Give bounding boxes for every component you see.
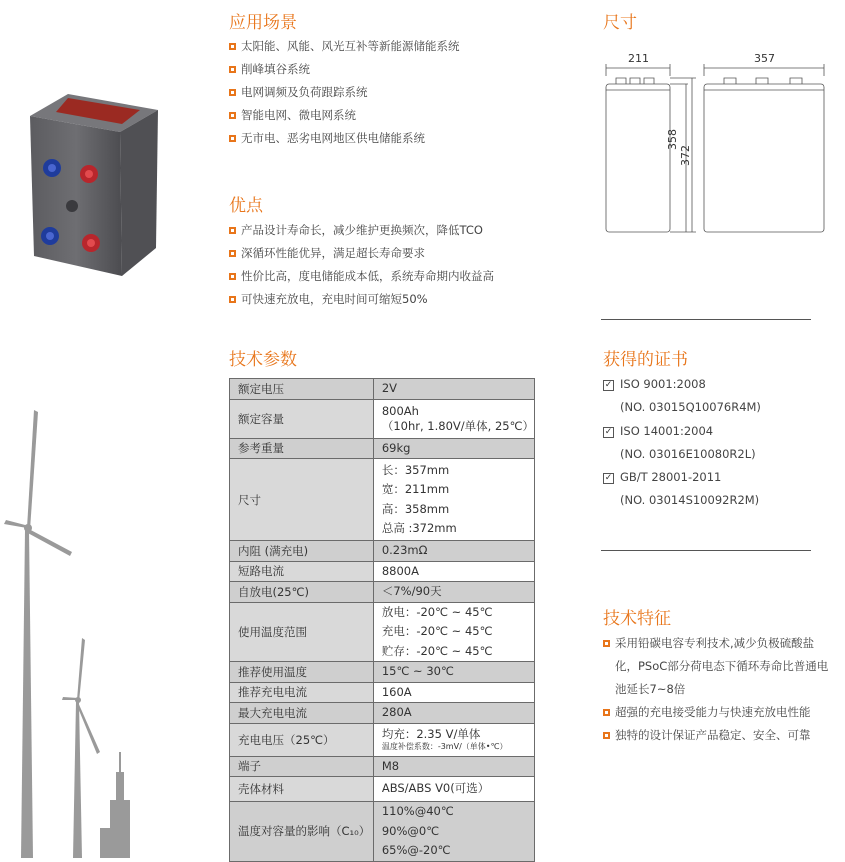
- list-item: 可快速充放电，充电时间可缩短50%: [229, 288, 494, 311]
- dimension-total-height-label: 372: [679, 145, 692, 166]
- spec-key: 推荐使用温度: [230, 662, 374, 683]
- dimension-height-label: 358: [666, 129, 679, 150]
- spec-value: ABS/ABS V0(可选）: [373, 777, 534, 802]
- list-item: 无市电、恶劣电网地区供电储能系统: [229, 127, 460, 150]
- dimensions-title: 尺寸: [603, 13, 637, 33]
- table-row: [230, 459, 535, 541]
- bullet-icon: [229, 89, 236, 96]
- spec-key: 自放电(25℃): [230, 582, 374, 603]
- spec-value: 280A: [373, 703, 534, 724]
- spec-key: 壳体材料: [230, 777, 374, 802]
- spec-table: [229, 378, 535, 862]
- list-item: 削峰填谷系统: [229, 58, 460, 81]
- advantages-title: 优点: [229, 196, 263, 216]
- spec-value: M8: [373, 756, 534, 777]
- checkbox-icon: ✓: [604, 380, 613, 390]
- spec-value: 160A: [373, 682, 534, 703]
- spec-key: 使用温度范围: [230, 602, 374, 662]
- applications-title: 应用场景: [229, 13, 297, 33]
- spec-key: 温度对容量的影响（C₁₀）: [230, 802, 374, 862]
- bullet-icon: [603, 709, 610, 716]
- spec-key: 最大充电电流: [230, 703, 374, 724]
- table-row: [230, 756, 535, 777]
- table-row: [230, 582, 535, 603]
- bullet-icon: [229, 227, 236, 234]
- table-row: [230, 703, 535, 724]
- checkbox-icon: ✓: [604, 427, 613, 437]
- dimension-drawing: [600, 48, 830, 238]
- advantages-list: [229, 219, 494, 311]
- spec-value: 2V: [373, 379, 534, 400]
- bullet-icon: [603, 640, 610, 647]
- cert-name: GB/T 28001-2011: [620, 470, 722, 484]
- spec-key: 充电电压（25℃）: [230, 723, 374, 756]
- table-row: [230, 438, 535, 459]
- features-list: [603, 632, 835, 747]
- divider: [601, 319, 811, 320]
- cert-name: ISO 9001:2008: [620, 377, 706, 391]
- spec-key: 额定电压: [230, 379, 374, 400]
- list-item: 产品设计寿命长，减少维护更换频次，降低TCO: [229, 219, 494, 242]
- spec-value: 均充：2.35 V/单体 温度补偿系数：-3mV/（单体•℃）: [373, 723, 534, 756]
- bullet-icon: [229, 135, 236, 142]
- spec-value: ＜7%/90天: [373, 582, 534, 603]
- dimension-length-label: 357: [754, 52, 775, 65]
- spec-value: 110%@40℃ 90%@0℃ 65%@-20℃: [373, 802, 534, 862]
- bullet-icon: [229, 250, 236, 257]
- list-item: 深循环性能优异，满足超长寿命要求: [229, 242, 494, 265]
- spec-key: 尺寸: [230, 459, 374, 541]
- table-row: [230, 682, 535, 703]
- spec-value: 8800A: [373, 561, 534, 582]
- table-row: [230, 399, 535, 438]
- table-row: [230, 561, 535, 582]
- spec-value: 800Ah （10hr, 1.80V/单体, 25℃）: [373, 399, 534, 438]
- bullet-icon: [229, 296, 236, 303]
- cert-number: (NO. 03014S10092R2M): [620, 493, 760, 507]
- table-row: [230, 541, 535, 562]
- spec-value: 69kg: [373, 438, 534, 459]
- wind-turbine-illustration: [0, 400, 140, 858]
- bullet-icon: [229, 43, 236, 50]
- list-item: 太阳能、风能、风光互补等新能源储能系统: [229, 35, 460, 58]
- table-row: [230, 662, 535, 683]
- cert-name: ISO 14001:2004: [620, 424, 714, 438]
- list-item: 独特的设计保证产品稳定、安全、可靠: [603, 724, 835, 747]
- battery-illustration: [20, 88, 170, 288]
- cert-number: (NO. 03015Q10076R4M): [620, 400, 761, 414]
- spec-value: 长：357mm 宽：211mm 高：358mm 总高 :372mm: [373, 459, 534, 541]
- spec-value: 15℃ ~ 30℃: [373, 662, 534, 683]
- spec-key: 参考重量: [230, 438, 374, 459]
- table-row: [230, 777, 535, 802]
- table-row: [230, 802, 535, 862]
- dimension-width-label: 211: [628, 52, 649, 65]
- specs-title: 技术参数: [229, 350, 297, 370]
- spec-key: 推荐充电电流: [230, 682, 374, 703]
- list-item: 智能电网、微电网系统: [229, 104, 460, 127]
- spec-value: 0.23mΩ: [373, 541, 534, 562]
- applications-list: [229, 35, 460, 150]
- spec-value: 放电：-20℃ ~ 45℃ 充电：-20℃ ~ 45℃ 贮存：-20℃ ~ 45℃: [373, 602, 534, 662]
- bullet-icon: [229, 66, 236, 73]
- list-item: 电网调频及负荷跟踪系统: [229, 81, 460, 104]
- features-title: 技术特征: [603, 609, 671, 629]
- cert-number: (NO. 03016E10080R2L): [620, 447, 756, 461]
- table-row: [230, 379, 535, 400]
- temperature-compensation-note: 温度补偿系数：-3mV/（单体•℃）: [381, 741, 508, 751]
- bullet-icon: [603, 732, 610, 739]
- spec-key: 短路电流: [230, 561, 374, 582]
- bullet-icon: [229, 273, 236, 280]
- bullet-icon: [229, 112, 236, 119]
- spec-key: 额定容量: [230, 399, 374, 438]
- table-row: [230, 723, 535, 756]
- certificates-title: 获得的证书: [603, 350, 688, 370]
- spec-key: 内阻 (满充电): [230, 541, 374, 562]
- checkbox-icon: ✓: [604, 473, 613, 483]
- list-item: 性价比高，度电储能成本低，系统寿命期内收益高: [229, 265, 494, 288]
- list-item: 超强的充电接受能力与快速充放电性能: [603, 701, 835, 724]
- table-row: [230, 602, 535, 662]
- spec-key: 端子: [230, 756, 374, 777]
- divider: [601, 550, 811, 551]
- list-item: 采用铅碳电容专利技术,减少负极硫酸盐化，PSoC部分荷电态下循环寿命比普通电池延长7~8倍: [603, 632, 835, 701]
